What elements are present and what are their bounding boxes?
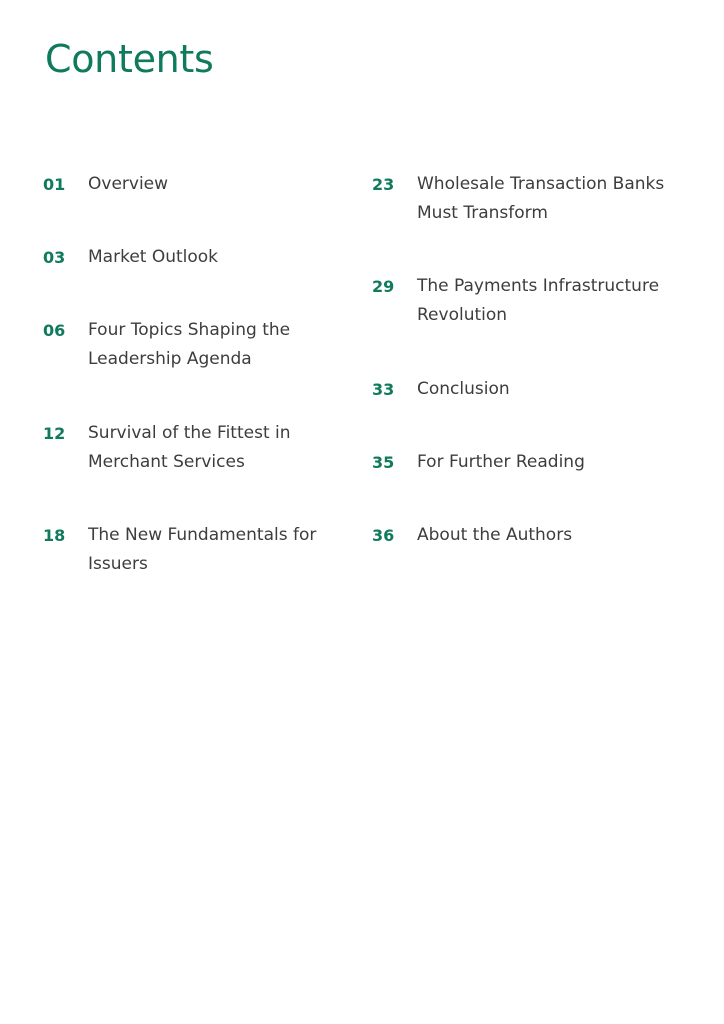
toc-page-number: 29 — [372, 277, 395, 296]
toc-page-number: 12 — [43, 424, 66, 443]
toc-title: Conclusion — [417, 379, 510, 399]
toc-page-number: 35 — [372, 453, 395, 472]
toc-title: Overview — [88, 174, 169, 194]
toc-entry-payments-infrastructure[interactable] — [372, 272, 667, 330]
toc-title: Wholesale Transaction Banks Must Transform — [417, 174, 665, 223]
toc-page-number: 01 — [43, 175, 66, 194]
toc-entry-market-outlook[interactable] — [43, 243, 338, 272]
toc-title: About the Authors — [417, 525, 573, 545]
toc-page-number: 36 — [372, 526, 395, 545]
toc-entry-further-reading[interactable] — [372, 448, 667, 477]
toc-entry-wholesale-transaction-banks[interactable] — [372, 170, 672, 228]
toc-page-number: 06 — [43, 321, 66, 340]
toc-entry-about-authors[interactable] — [372, 521, 667, 550]
toc-title: The New Fundamentals for Issuers — [88, 525, 317, 574]
toc-title: The Payments Infrastructure Revolution — [417, 276, 660, 325]
toc-title: For Further Reading — [417, 452, 585, 472]
toc-entry-overview[interactable] — [43, 170, 338, 199]
toc-entry-four-topics[interactable] — [43, 316, 303, 374]
toc-title: Survival of the Fittest in Merchant Services — [88, 423, 291, 472]
toc-page-number: 18 — [43, 526, 66, 545]
page-title: Contents — [45, 37, 214, 81]
toc-title: Market Outlook — [88, 247, 219, 267]
toc-page-number: 33 — [372, 380, 395, 399]
toc-entry-conclusion[interactable] — [372, 375, 667, 404]
toc-entry-survival-of-the-fittest[interactable] — [43, 419, 303, 477]
toc-entry-new-fundamentals[interactable] — [43, 521, 328, 579]
toc-title: Four Topics Shaping the Leadership Agenda — [88, 320, 291, 369]
toc-page-number: 23 — [372, 175, 395, 194]
toc-page-number: 03 — [43, 248, 66, 267]
